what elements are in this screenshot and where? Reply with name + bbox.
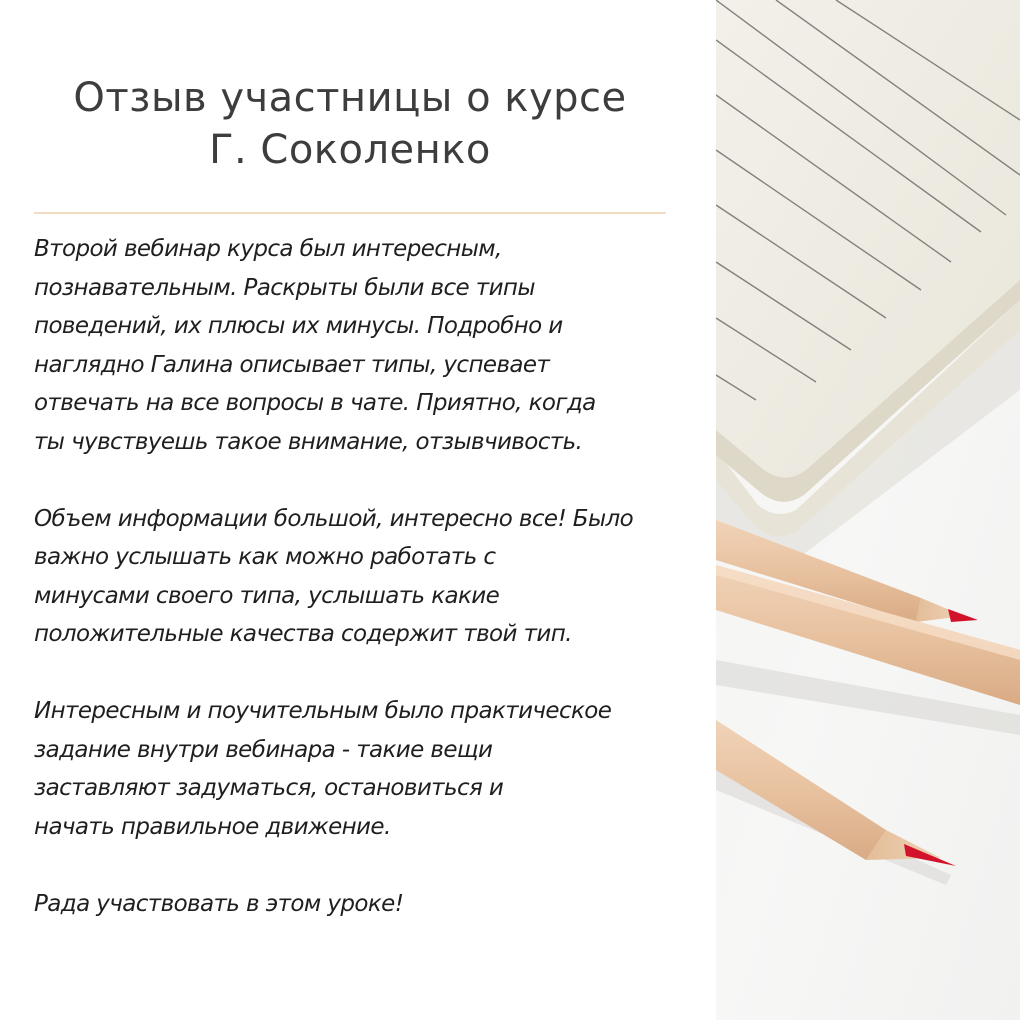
title-divider bbox=[34, 212, 666, 214]
review-paragraph-3: Интересным и поучительным было практическое задание внутри вебинара - такие вещи заставляют задуматься, остановиться и начать правильное движение. bbox=[34, 698, 612, 840]
notebook-and-pencils-photo bbox=[716, 0, 1020, 1020]
review-title-line-1: Отзыв участницы о курсе bbox=[73, 75, 627, 121]
review-paragraph-4: Рада участвовать в этом уроке! bbox=[34, 890, 404, 917]
review-title-line-2: Г. Соколенко bbox=[209, 127, 491, 173]
review-body bbox=[34, 230, 706, 962]
review-paragraph-2: Объем информации большой, интересно все! Было важно услышать как можно работать с минусами своего типа, услышать какие положительные качества содержит твой тип. bbox=[34, 505, 634, 647]
review-title bbox=[0, 72, 700, 176]
review-paragraph-1: Второй вебинар курса был интересным, познавательным. Раскрыты были все типы поведений, их плюсы их минусы. Подробно и наглядно Галина описывает типы, успевает отвечать на все вопросы в чате. Приятно, когда ты чувствуешь такое внимание, отзывчивость. bbox=[34, 236, 596, 455]
